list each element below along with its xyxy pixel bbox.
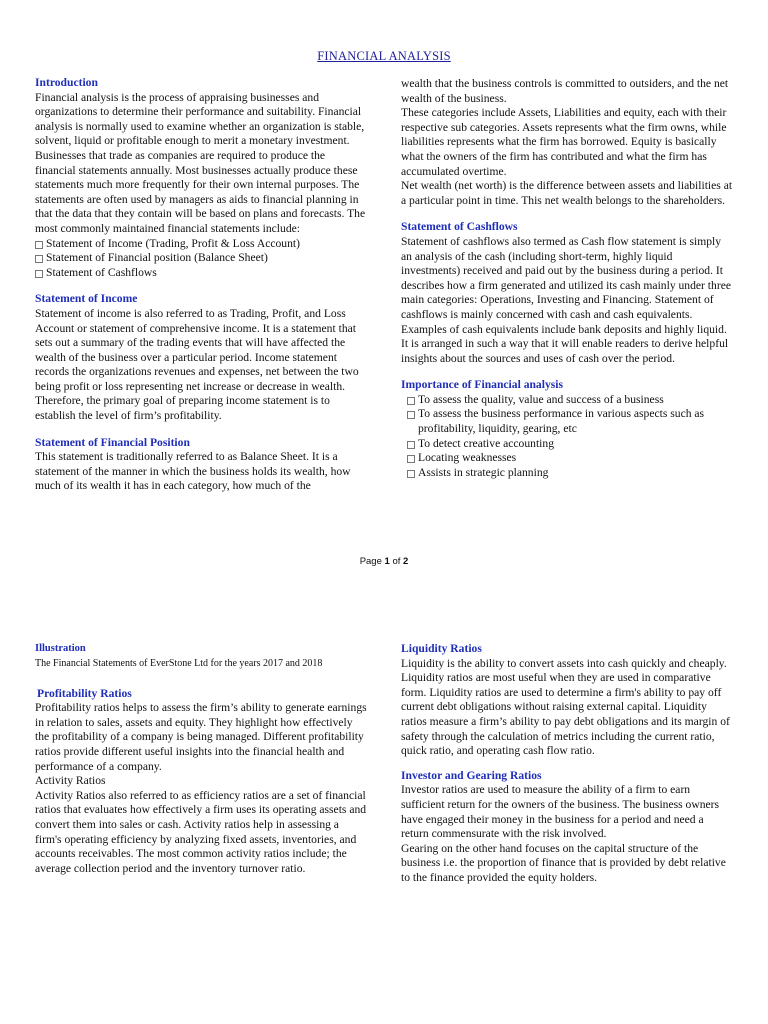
page2-left-column [35, 642, 367, 876]
bullet-box-icon [35, 270, 43, 278]
document-title: FINANCIAL ANALYSIS [317, 49, 451, 63]
bullet-box-icon [35, 255, 43, 263]
bullet-box-icon [407, 411, 415, 419]
introduction-text: Financial analysis is the process of appraising businesses and organizations to determine their performance and suitability. Financial analysis is normally used to examine whether an organization is stable, solvent, liquid or profitable enough to merit a monetary investment. Businesses that trade as companies are required to produce the financial statements annually. Most businesses actually produce these statements much more frequently for their own internal purposes. The statements are often used by managers as aids to financial planning in that the data that they contain will be based on plans and forecasts. The most commonly maintained financial statements include: [35, 90, 366, 235]
list-item: To assess the business performance in various aspects such as profitability, liquidity, gearing, etc [407, 407, 734, 436]
bullet-box-icon [407, 397, 415, 405]
page-number: Page 1 of 2 [359, 556, 409, 567]
cashflows-heading: Statement of Cashflows [401, 220, 518, 234]
profitability-heading: Profitability Ratios [37, 686, 132, 700]
liquidity-text: Liquidity is the ability to convert assets into cash quickly and cheaply. Liquidity ratios are most useful when they are used in comparative form. Liquidity ratios are used to determine a firm's ability to pay off current debt obligations without raising external capital. Liquidity ratios measure a firm’s ability to pay debt obligations and its margin of safety through the calculation of metrics including the current ratio, quick ratio, and operating cash flow ratio. [401, 656, 730, 758]
illustration-text: The Financial Statements of EverStone Ltd for the years 2017 and 2018 [35, 657, 323, 669]
position-heading: Statement of Financial Position [35, 435, 190, 449]
position-text: This statement is traditionally referred to as Balance Sheet. It is a statement of the manner in which the business holds its wealth, how much of its wealth it has in each category, how much of the [35, 450, 351, 493]
introduction-heading: Introduction [35, 76, 98, 89]
list-item: To detect creative accounting [407, 437, 734, 452]
list-item: Statement of Cashflows [35, 266, 367, 281]
list-item: Locating weaknesses [407, 451, 734, 466]
importance-list [401, 393, 734, 481]
list-item: Statement of Income (Trading, Profit & Loss Account) [35, 237, 367, 252]
bullet-box-icon [35, 241, 43, 249]
liquidity-heading: Liquidity Ratios [401, 642, 482, 655]
investor-text: Investor ratios are used to measure the ability of a firm to earn sufficient return for the owners of the business. The business owners have engaged their money in the business for a period and need a return commensurate with the risk involved. Gearing on the other hand focuses on the capital structure of the business i.e. the proportion of finance that is provided by debt relative to the finance provided the equity holders. [401, 783, 726, 884]
importance-heading: Importance of Financial analysis [401, 378, 563, 392]
document-page-2 [0, 600, 768, 1024]
cashflows-text: Statement of cashflows also termed as Cash flow statement is simply an analysis of the cash (including short-term, highly liquid investments) received and paid out by the business during a period. It describes how a firm generated and utilized its cash mainly under three main categories: Operations, Investing and Financing. Statement of cashflows is mainly concerned with cash and cash equivalents. Examples of cash equivalents include bank deposits and highly liquid. It is arranged in such a way that it will enable readers to derive helpful insights about the sources and uses of cash over the period. [401, 234, 731, 365]
list-item: Statement of Financial position (Balance Sheet) [35, 251, 367, 266]
page1-right-column [401, 77, 734, 480]
position-text-continued: wealth that the business controls is committed to outsiders, and the net wealth of the business. These categories include Assets, Liabilities and equity, each with their respective sub categories. Assets represents what the firm owns, while liabilities represents what the firm has borrowed. Equity is basically what the owners of the firm has contributed and what the firm has accumulated overtime. Net wealth (net worth) is the difference between assets and liabilities at a particular point in time. This net wealth belongs to the shareholders. [401, 77, 733, 207]
list-item: To assess the quality, value and success of a business [407, 393, 734, 408]
illustration-heading: Illustration [35, 643, 86, 654]
bullet-box-icon [407, 441, 415, 449]
profitability-text: Profitability ratios helps to assess the firm’s ability to generate earnings in relation to sales, assets and equity. They highlight how effectively the profitability of a company is being managed. Different profitability ratios provide different useful insights into the financial health and performance of a company. Activity Ratios Activity Ratios also referred to as efficiency ratios are a set of financial ratios that evaluates how effectively a firm uses its operating assets and convert them into sales or cash. Activity ratios help in assessing a firm's operating efficiency by analyzing fixed assets, inventories, and accounts receivables. The most common activity ratios include; the average collection period and the inventory turnover ratio. [35, 701, 367, 875]
bullet-box-icon [407, 455, 415, 463]
statements-list [35, 237, 367, 281]
income-heading: Statement of Income [35, 292, 138, 306]
investor-heading: Investor and Gearing Ratios [401, 768, 542, 782]
income-text: Statement of income is also referred to as Trading, Profit, and Loss Account or statement of comprehensive income. It is a statement that sets out a summary of the trading events that will have affected the wealth of the business over a particular period. Income statement records the organizations revenues and expenses, net between the two being profit or loss representing net increase or decrease in wealth. Therefore, the primary goal of preparing income statement is to establish the level of firm’s profitability. [35, 306, 359, 423]
page1-left-column [35, 76, 367, 494]
bullet-box-icon [407, 470, 415, 478]
list-item: Assists in strategic planning [407, 466, 734, 481]
page2-right-column [401, 642, 734, 886]
